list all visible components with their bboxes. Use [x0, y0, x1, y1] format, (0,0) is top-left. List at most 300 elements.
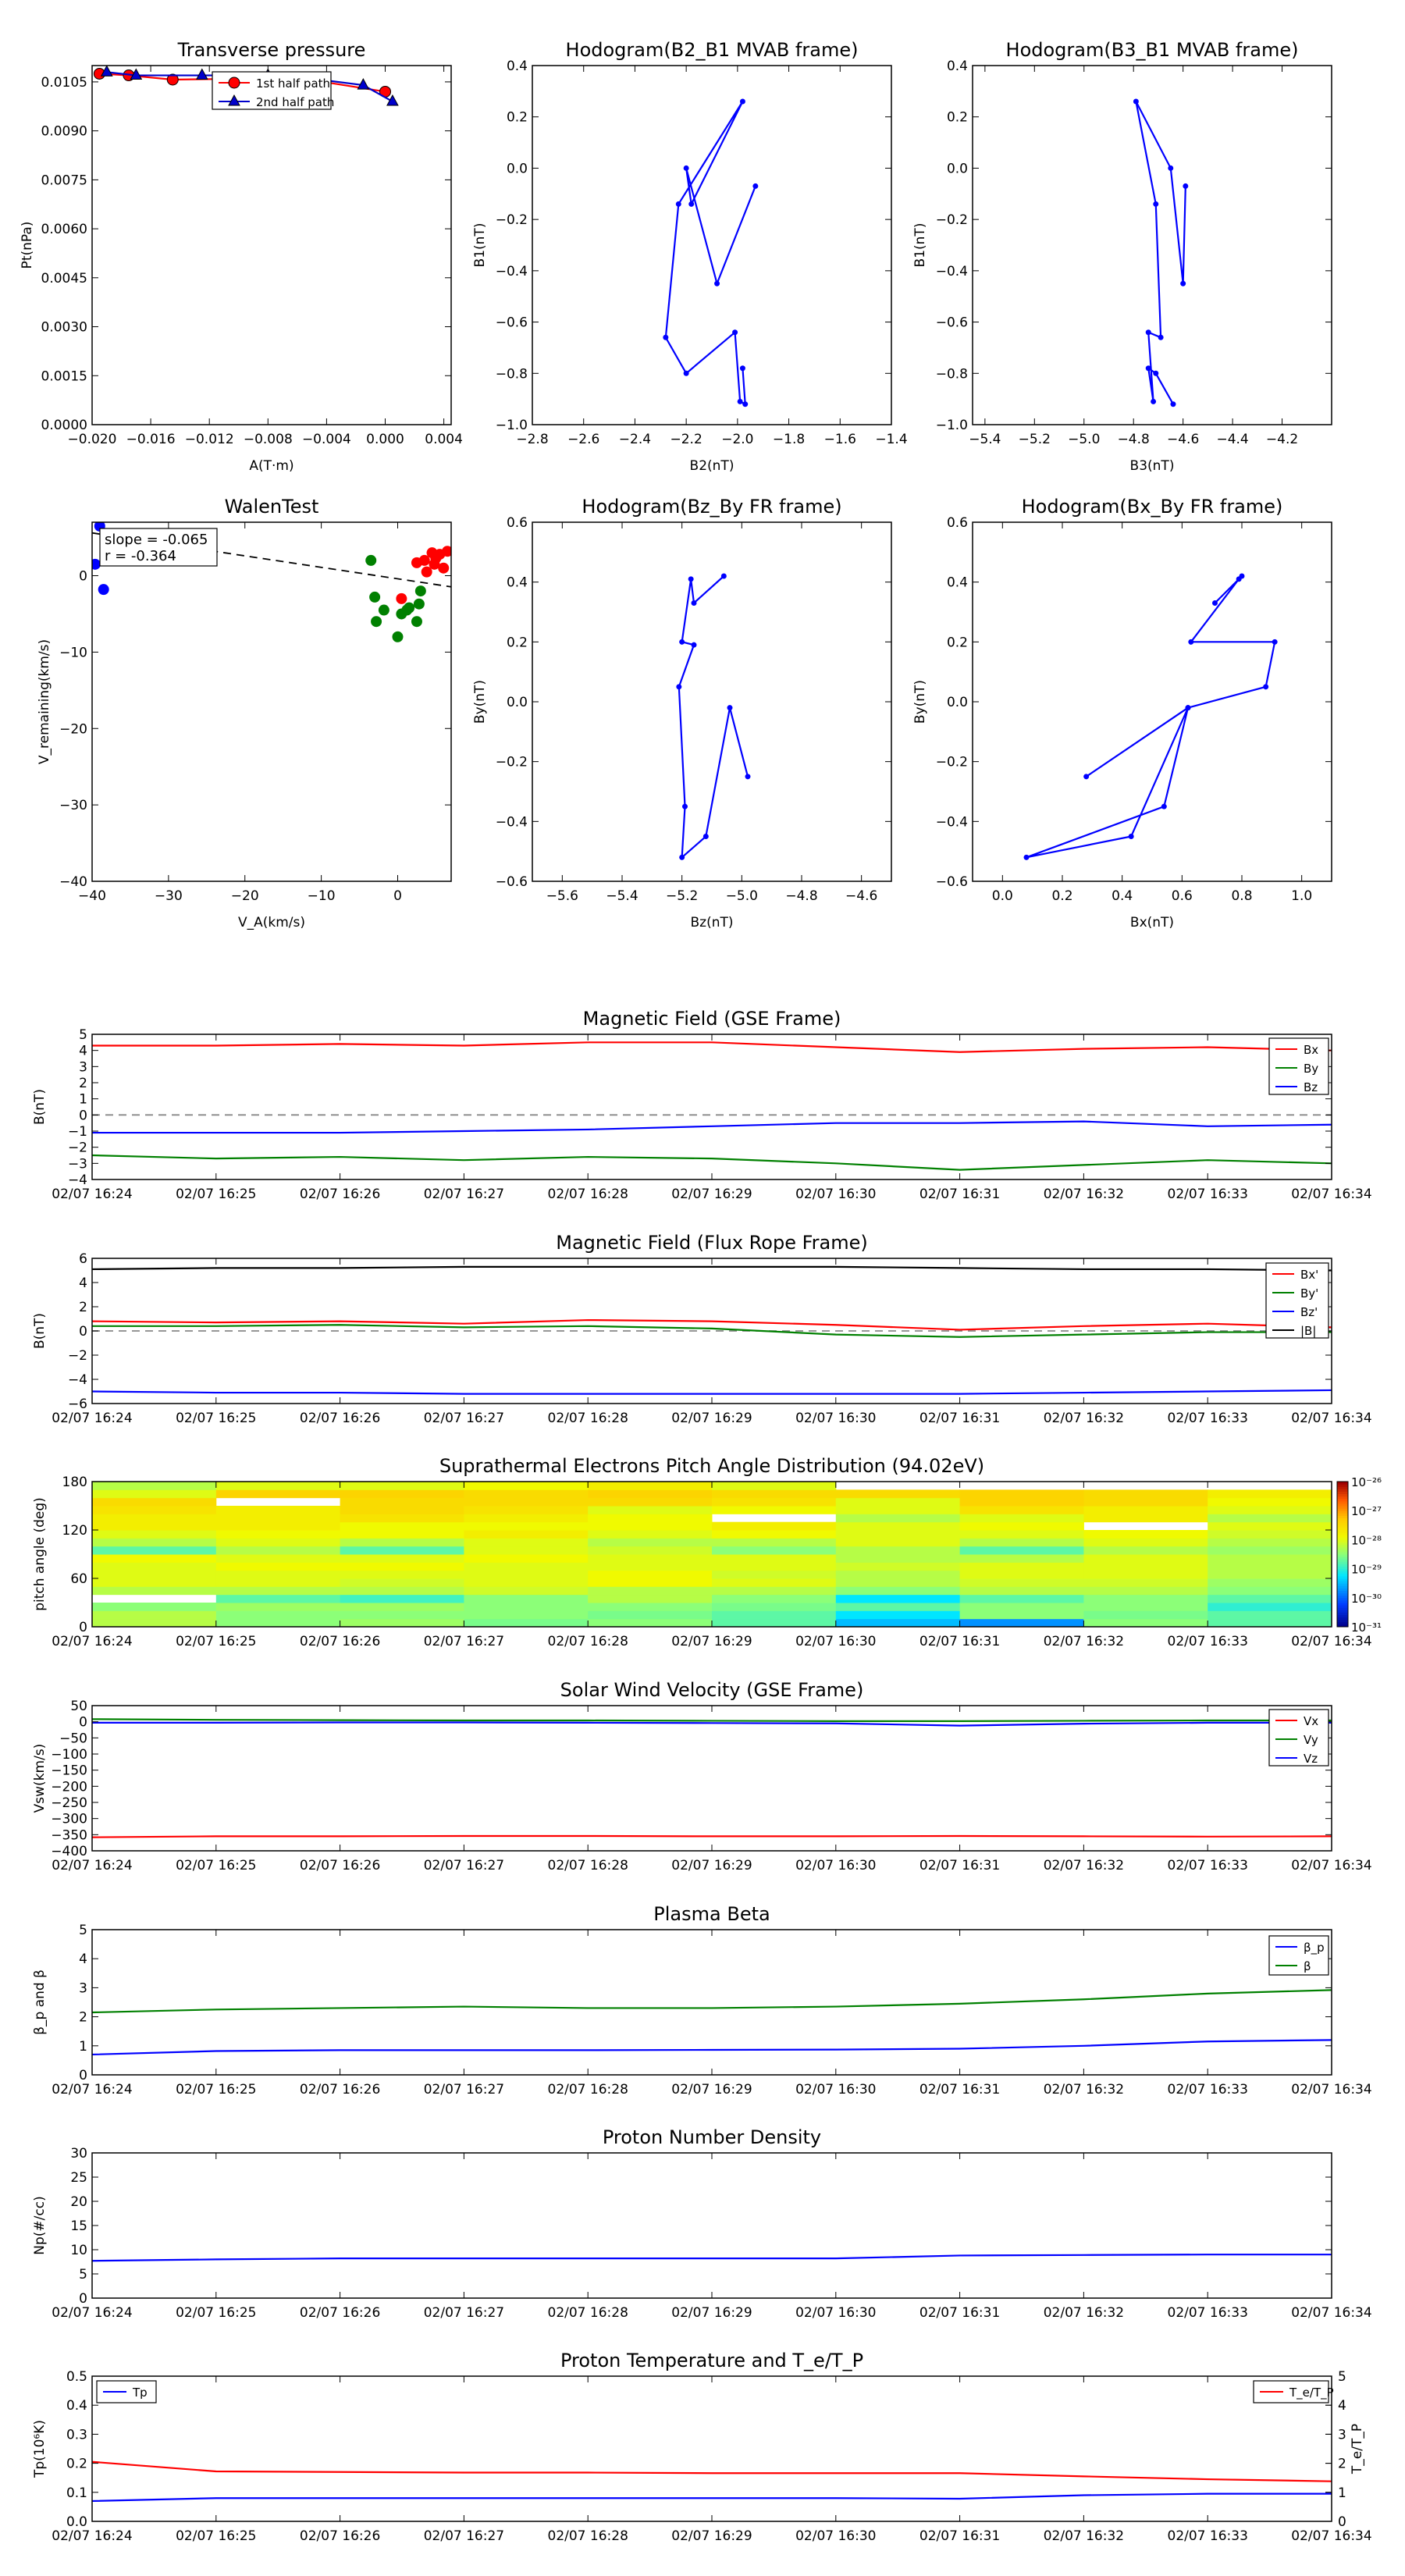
colorbar-step	[1337, 1530, 1348, 1533]
x-tick-label: −5.4	[969, 432, 1001, 447]
y-tick-label: 0	[79, 1620, 87, 1635]
colorbar-step	[1337, 1600, 1348, 1603]
x-tick-label: −2.6	[567, 432, 600, 447]
y-axis-label: B(nT)	[32, 1312, 48, 1350]
heatmap-cell	[216, 1571, 340, 1579]
y-tick-label: 3	[79, 1059, 87, 1076]
colorbar-step	[1337, 1607, 1348, 1610]
data-point	[1151, 399, 1156, 404]
x-tick-label: −2.8	[516, 432, 549, 447]
annotation-text: r = -0.364	[105, 548, 176, 564]
y-tick-label: 0.0	[946, 161, 968, 177]
colorbar-label: 10⁻²⁶	[1351, 1475, 1382, 1489]
heatmap-cell	[340, 1586, 464, 1595]
y-tick-label: −400	[51, 1844, 87, 1859]
y-tick-label: 3	[79, 1980, 87, 1997]
heatmap-cell	[1208, 1562, 1332, 1571]
data-point	[692, 642, 697, 648]
heatmap-cell	[588, 1538, 712, 1546]
heatmap-cell	[464, 1546, 588, 1555]
x-axis-label: B2(nT)	[689, 458, 735, 474]
x-tick-label: −4.8	[785, 888, 818, 904]
x-tick-label: 02/07 16:32	[1043, 1411, 1125, 1426]
heatmap-cell	[464, 1522, 588, 1531]
heatmap-cell	[712, 1603, 836, 1611]
legend-label: Bz'	[1300, 1305, 1318, 1319]
heatmap-cell	[464, 1506, 588, 1514]
colorbar-step	[1337, 1523, 1348, 1526]
heatmap-cell	[216, 1619, 340, 1628]
heatmap-cell	[464, 1610, 588, 1619]
heatmap-cell	[92, 1610, 216, 1619]
colorbar-step	[1337, 1552, 1348, 1555]
heatmap-cell	[1208, 1506, 1332, 1514]
heatmap-cell	[712, 1619, 836, 1628]
x-tick-label: 02/07 16:25	[176, 1634, 257, 1649]
series-line	[666, 101, 756, 404]
legend-label: 2nd half path	[256, 95, 335, 109]
colorbar-step	[1337, 1518, 1348, 1521]
x-tick-label: 02/07 16:33	[1167, 2082, 1248, 2097]
y-tick-label: 0.5	[66, 2369, 87, 2385]
x-tick-label: 02/07 16:28	[547, 1634, 628, 1649]
chart-title: Solar Wind Velocity (GSE Frame)	[560, 1679, 864, 1701]
data-point	[679, 855, 685, 860]
y-tick-label: 0.3	[66, 2427, 87, 2443]
colorbar-step	[1337, 1571, 1348, 1574]
y-tick-label: −0.2	[495, 754, 528, 770]
heatmap-cell	[1083, 1610, 1208, 1619]
y-tick-label: 5	[79, 2267, 87, 2282]
x-tick-label: −4.8	[1117, 432, 1150, 447]
x-tick-label: 02/07 16:26	[299, 2082, 381, 2097]
chart-title: Magnetic Field (Flux Rope Frame)	[556, 1232, 868, 1254]
colorbar-step	[1337, 1615, 1348, 1618]
series-line	[92, 1990, 1332, 2012]
heatmap-cell	[340, 1603, 464, 1611]
chart-title: Magnetic Field (GSE Frame)	[582, 1008, 841, 1030]
x-tick-label: 02/07 16:26	[299, 2305, 381, 2321]
data-point	[1153, 371, 1158, 376]
colorbar-step	[1337, 1576, 1348, 1579]
y-tick-label: 0.0030	[41, 319, 87, 336]
data-point	[714, 281, 720, 286]
heatmap-cell	[588, 1546, 712, 1555]
heatmap-cell	[464, 1489, 588, 1498]
heatmap-cell	[340, 1619, 464, 1628]
data-point	[732, 329, 738, 335]
legend-label: β_p	[1304, 1941, 1325, 1955]
x-tick-label: 02/07 16:26	[299, 2528, 381, 2544]
heatmap-cell	[836, 1595, 960, 1603]
legend-label: Vx	[1304, 1714, 1319, 1728]
x-tick-label: 02/07 16:24	[52, 2305, 133, 2321]
heatmap-cell	[464, 1482, 588, 1490]
data-point	[1168, 165, 1173, 171]
heatmap-cell	[216, 1554, 340, 1563]
data-point	[1083, 774, 1089, 779]
heatmap-cell	[340, 1571, 464, 1579]
plot-frame	[532, 522, 891, 881]
x-tick-label: 02/07 16:32	[1043, 1634, 1125, 1649]
x-tick-label: 02/07 16:29	[671, 2082, 752, 2097]
data-point	[1024, 855, 1030, 860]
heatmap-cell	[1083, 1530, 1208, 1539]
colorbar-step	[1337, 1550, 1348, 1553]
y-tick-label: −350	[51, 1827, 87, 1844]
colorbar-step	[1337, 1503, 1348, 1507]
colorbar-step	[1337, 1508, 1348, 1511]
plot-frame	[92, 66, 451, 425]
x-tick-label: 02/07 16:32	[1043, 1858, 1125, 1873]
x-tick-label: 02/07 16:25	[176, 2082, 257, 2097]
x-tick-label: 02/07 16:28	[547, 2528, 628, 2544]
y-tick-label: −0.2	[935, 212, 968, 229]
heatmap-cell	[92, 1603, 216, 1611]
colorbar-step	[1337, 1545, 1348, 1548]
colorbar-step	[1337, 1525, 1348, 1528]
legend-label: Vz	[1304, 1752, 1318, 1766]
x-tick-label: 02/07 16:32	[1043, 1187, 1125, 1202]
x-tick-label: 02/07 16:33	[1167, 1858, 1248, 1873]
series-line	[92, 1836, 1332, 1838]
chart-title: Transverse pressure	[177, 39, 366, 61]
heatmap-cell	[588, 1554, 712, 1563]
x-tick-label: 02/07 16:28	[547, 1858, 628, 1873]
x-tick-label: 02/07 16:34	[1291, 1187, 1372, 1202]
colorbar-step	[1337, 1596, 1348, 1599]
annotation	[100, 528, 217, 566]
legend-label: T_e/T_P	[1289, 2386, 1334, 2400]
colorbar-label: 10⁻³⁰	[1351, 1591, 1382, 1606]
y-axis-label: V_remaining(km/s)	[37, 639, 52, 765]
heatmap-cell	[464, 1538, 588, 1546]
colorbar-step	[1337, 1501, 1348, 1504]
legend-label: β	[1304, 1959, 1311, 1973]
x-tick-label: −0.016	[126, 432, 176, 447]
heatmap-cell	[1083, 1603, 1208, 1611]
data-point	[1146, 365, 1151, 371]
x-tick-label: 02/07 16:33	[1167, 1411, 1248, 1426]
heatmap-cell	[712, 1586, 836, 1595]
x-tick-label: 02/07 16:29	[671, 2528, 752, 2544]
series-line	[92, 1722, 1332, 1725]
x-tick-label: −2.2	[670, 432, 702, 447]
y-tick-label: 0.0	[946, 695, 968, 710]
plot-area	[663, 99, 758, 407]
colorbar-label: 10⁻³¹	[1351, 1621, 1382, 1635]
series-line	[92, 1267, 1332, 1271]
x-tick-label: 02/07 16:34	[1291, 2082, 1372, 2097]
y-tick-label: −20	[59, 721, 87, 738]
x-tick-label: 02/07 16:30	[795, 2082, 877, 2097]
heatmap-cell	[588, 1603, 712, 1611]
heatmap-cell	[464, 1603, 588, 1611]
heatmap-cell	[1208, 1530, 1332, 1539]
heatmap-cell	[216, 1482, 340, 1490]
series-line	[92, 1390, 1332, 1394]
heatmap-cell	[588, 1619, 712, 1628]
heatmap-cell	[464, 1530, 588, 1539]
y-tick-label: −2	[67, 1140, 87, 1156]
heatmap-cell	[1208, 1554, 1332, 1563]
colorbar-step	[1337, 1539, 1348, 1542]
legend-label: |B|	[1300, 1324, 1317, 1338]
y-tick-label: 4	[79, 1276, 87, 1291]
x-axis-label: Bz(nT)	[690, 915, 734, 930]
x-tick-label: −5.0	[725, 888, 758, 904]
heatmap-cell	[92, 1571, 216, 1579]
data-point	[1170, 401, 1176, 407]
data-point	[727, 705, 733, 710]
data-point	[679, 639, 685, 645]
heatmap-cell	[464, 1619, 588, 1628]
y-tick-label: 6	[79, 1251, 87, 1267]
heatmap-cell	[340, 1538, 464, 1546]
chart-h2	[912, 39, 1332, 474]
y-tick-label: 0.0090	[41, 123, 87, 140]
heatmap-cell	[216, 1506, 340, 1514]
x-tick-label: 02/07 16:30	[795, 2305, 877, 2321]
heatmap-cell	[836, 1506, 960, 1514]
chart-h1	[472, 39, 908, 474]
heatmap-cell	[712, 1578, 836, 1587]
x-tick-label: 0.004	[425, 432, 463, 447]
x-tick-label: 1.0	[1291, 888, 1313, 904]
x-axis-label: Bx(nT)	[1129, 915, 1175, 930]
x-tick-label: 02/07 16:25	[176, 1858, 257, 1873]
y-tick-label: −0.6	[495, 874, 528, 890]
heatmap-cell	[340, 1482, 464, 1490]
colorbar-step	[1337, 1598, 1348, 1601]
x-tick-label: −2.0	[721, 432, 754, 447]
heatmap-cell	[1083, 1586, 1208, 1595]
y-tick-label: −6	[67, 1397, 87, 1412]
x-tick-label: −4.6	[1167, 432, 1200, 447]
x-tick-label: 0.6	[1171, 888, 1193, 904]
x-tick-label: 02/07 16:27	[423, 2305, 505, 2321]
data-point	[663, 335, 668, 340]
chart-title: Hodogram(B2_B1 MVAB frame)	[565, 39, 859, 61]
y-tick-label: 0.2	[506, 109, 528, 126]
colorbar-step	[1337, 1542, 1348, 1546]
heatmap-cell	[216, 1562, 340, 1571]
y-tick-label: −10	[59, 645, 87, 661]
data-point	[740, 365, 745, 371]
x-tick-label: 02/07 16:26	[299, 1187, 381, 1202]
colorbar-step	[1337, 1486, 1348, 1489]
heatmap-cell	[836, 1554, 960, 1563]
colorbar-step	[1337, 1547, 1348, 1550]
y-tick-label: 0.2	[66, 2456, 87, 2472]
y-tick-label: 0.0060	[41, 222, 87, 238]
heatmap-cell	[1083, 1506, 1208, 1514]
colorbar-step	[1337, 1583, 1348, 1586]
y-tick-label: −150	[51, 1763, 87, 1779]
x-tick-label: −5.2	[1018, 432, 1051, 447]
heatmap-cell	[340, 1610, 464, 1619]
heatmap-cell	[588, 1530, 712, 1539]
x-tick-label: −0.008	[243, 432, 293, 447]
y-tick-label: 0	[79, 1324, 87, 1340]
chart-pt	[20, 39, 463, 474]
heatmap-cell	[216, 1546, 340, 1555]
heatmap-cell	[1208, 1498, 1332, 1507]
data-point	[414, 599, 425, 610]
data-point	[365, 555, 376, 566]
x-tick-label: 02/07 16:28	[547, 1187, 628, 1202]
heatmap-cell	[340, 1506, 464, 1514]
heatmap-cell	[836, 1538, 960, 1546]
x-tick-label: 02/07 16:31	[919, 1187, 1001, 1202]
y-tick-label: −40	[59, 874, 87, 890]
heatmap-cell	[960, 1595, 1084, 1603]
x-tick-label: 02/07 16:30	[795, 1411, 877, 1426]
y-tick-label: 1	[79, 2038, 87, 2055]
x-tick-label: −0.020	[67, 432, 117, 447]
heatmap-cell	[216, 1522, 340, 1531]
data-point	[1272, 639, 1278, 645]
x-tick-label: 02/07 16:33	[1167, 1634, 1248, 1649]
data-point	[1129, 834, 1134, 839]
chart-title: Hodogram(Bz_By FR frame)	[582, 496, 842, 518]
plot-frame	[92, 522, 451, 881]
x-tick-label: −5.2	[666, 888, 699, 904]
heatmap-cell	[92, 1489, 216, 1498]
heatmap-cell	[92, 1530, 216, 1539]
heatmap-cell	[960, 1530, 1084, 1539]
heatmap-cell	[1208, 1522, 1332, 1531]
x-tick-label: 0	[393, 888, 402, 904]
heatmap-cell	[1208, 1603, 1332, 1611]
y2-tick-label: 5	[1338, 2369, 1346, 2385]
series-line	[92, 2462, 1332, 2482]
heatmap-cell	[464, 1595, 588, 1603]
heatmap-cell	[960, 1578, 1084, 1587]
heatmap-cell	[92, 1562, 216, 1571]
plot-frame	[92, 2376, 1332, 2521]
heatmap-cell	[712, 1482, 836, 1490]
heatmap-cell	[92, 1514, 216, 1522]
colorbar-step	[1337, 1593, 1348, 1596]
colorbar-label: 10⁻²⁷	[1351, 1504, 1382, 1519]
x-tick-label: 02/07 16:31	[919, 1411, 1001, 1426]
y-tick-label: −0.4	[495, 814, 528, 831]
chart-title: Hodogram(Bx_By FR frame)	[1021, 496, 1283, 518]
colorbar-step	[1337, 1574, 1348, 1577]
heatmap-cell	[1208, 1595, 1332, 1603]
x-tick-label: −5.0	[1068, 432, 1101, 447]
colorbar-step	[1337, 1578, 1348, 1582]
y-tick-label: −0.2	[935, 754, 968, 770]
x-tick-label: 02/07 16:26	[299, 1411, 381, 1426]
series-line	[1136, 101, 1185, 404]
colorbar-step	[1337, 1557, 1348, 1560]
colorbar-step	[1337, 1537, 1348, 1540]
y-tick-label: 0	[79, 568, 87, 585]
x-tick-label: 02/07 16:30	[795, 1858, 877, 1873]
y-tick-label: 5	[79, 1923, 87, 1938]
y2-tick-label: 0	[1338, 2514, 1346, 2530]
x-tick-label: 02/07 16:34	[1291, 1411, 1372, 1426]
colorbar-step	[1337, 1612, 1348, 1615]
colorbar-step	[1337, 1561, 1348, 1564]
x-tick-label: 02/07 16:27	[423, 1411, 505, 1426]
x-tick-label: 02/07 16:28	[547, 2082, 628, 2097]
heatmap-cell	[836, 1522, 960, 1531]
y-axis-label: B(nT)	[32, 1088, 48, 1126]
heatmap-cell	[1208, 1619, 1332, 1628]
heatmap-cell	[92, 1506, 216, 1514]
heatmap-cell	[1208, 1514, 1332, 1522]
x-tick-label: 02/07 16:24	[52, 2528, 133, 2544]
heatmap-cell	[92, 1482, 216, 1490]
heatmap-cell	[92, 1498, 216, 1507]
colorbar-step	[1337, 1581, 1348, 1584]
x-tick-label: 02/07 16:31	[919, 1634, 1001, 1649]
x-tick-label: 02/07 16:30	[795, 1634, 877, 1649]
heatmap-cell	[588, 1571, 712, 1579]
heatmap-cell	[960, 1571, 1084, 1579]
x-tick-label: 02/07 16:25	[176, 1411, 257, 1426]
y-tick-label: −50	[59, 1731, 87, 1747]
y-tick-label: 2	[79, 1300, 87, 1315]
data-point	[1212, 600, 1218, 606]
y-tick-label: −1.0	[935, 418, 968, 433]
data-point	[742, 401, 748, 407]
data-point	[1236, 576, 1242, 582]
y-tick-label: −0.4	[935, 814, 968, 831]
x-tick-label: 02/07 16:29	[671, 1411, 752, 1426]
heatmap-cell	[1208, 1571, 1332, 1579]
y-tick-label: 2	[79, 1076, 87, 1091]
heatmap-cell	[1083, 1538, 1208, 1546]
colorbar-label: 10⁻²⁹	[1351, 1562, 1382, 1577]
colorbar-step	[1337, 1513, 1348, 1516]
x-tick-label: 02/07 16:26	[299, 1858, 381, 1873]
series-line	[92, 2254, 1332, 2261]
y-tick-label: −30	[59, 798, 87, 814]
y-tick-label: 0.0105	[41, 74, 87, 91]
y-tick-label: 0.0	[506, 161, 528, 177]
data-point	[98, 584, 109, 595]
heatmap-cell	[92, 1586, 216, 1595]
heatmap-cell	[588, 1482, 712, 1490]
colorbar-step	[1337, 1588, 1348, 1591]
chart-np	[32, 2126, 1372, 2321]
x-tick-label: 02/07 16:32	[1043, 2305, 1125, 2321]
x-tick-label: 02/07 16:31	[919, 2082, 1001, 2097]
heatmap-cell	[92, 1619, 216, 1628]
heatmap-cell	[712, 1571, 836, 1579]
y-tick-label: 120	[62, 1523, 87, 1539]
series-line	[92, 1155, 1332, 1170]
y-tick-label: −200	[51, 1779, 87, 1795]
heatmap-cell	[1083, 1571, 1208, 1579]
x-tick-label: 02/07 16:32	[1043, 2528, 1125, 2544]
colorbar-step	[1337, 1484, 1348, 1487]
heatmap-cell	[216, 1514, 340, 1522]
heatmap-cell	[712, 1554, 836, 1563]
y-tick-label: −250	[51, 1795, 87, 1811]
data-point	[1146, 329, 1151, 335]
plot-frame	[92, 1930, 1332, 2075]
x-tick-label: 02/07 16:24	[52, 2082, 133, 2097]
x-tick-label: 0.000	[366, 432, 404, 447]
heatmap-cell	[836, 1571, 960, 1579]
y-tick-label: −300	[51, 1811, 87, 1827]
y-tick-label: −1.0	[495, 418, 528, 433]
